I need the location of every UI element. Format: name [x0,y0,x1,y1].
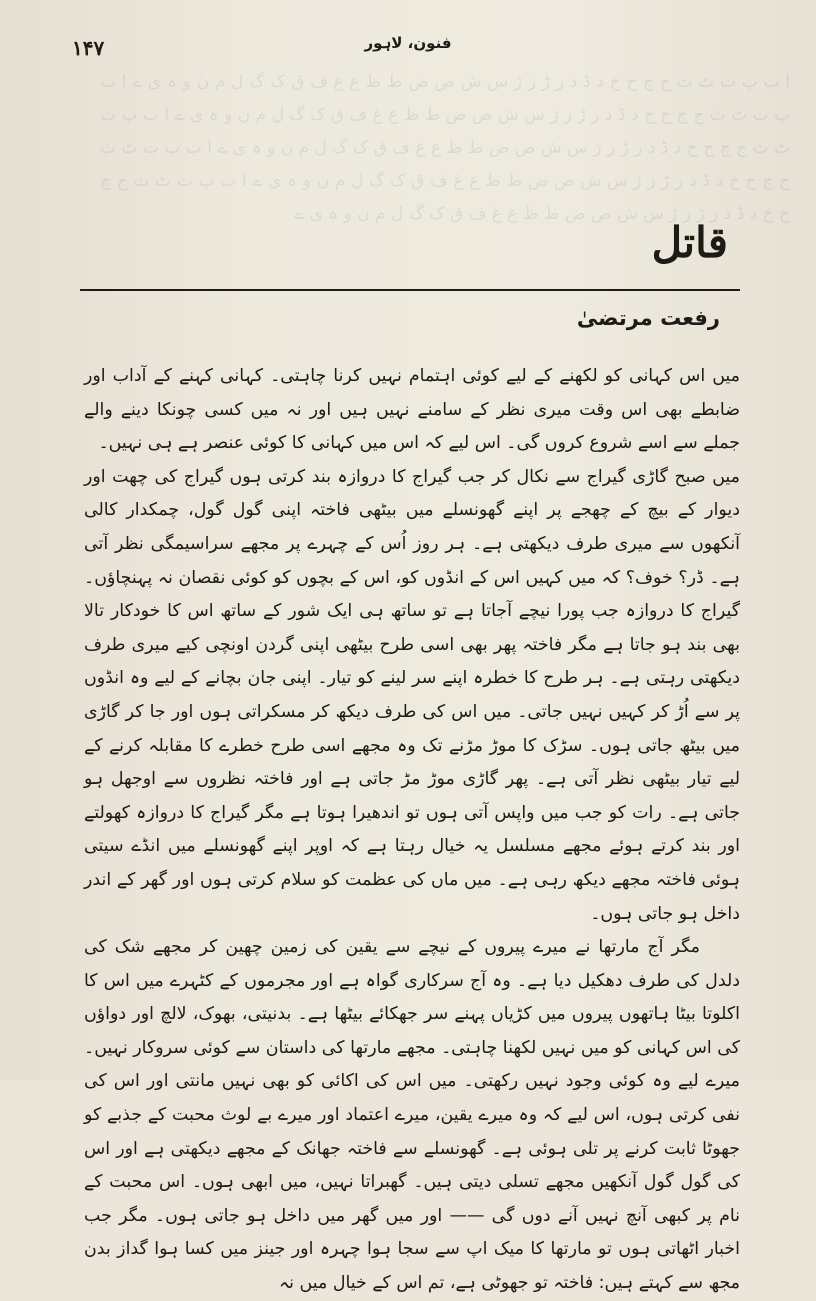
article-body [84,360,740,1301]
page-number: ۱۴۷ [72,36,105,60]
title-rule [80,289,740,291]
author-name: رفعت مرتضیٰ [576,306,720,330]
paragraph: مگر آج مارتھا نے میرے پیروں کے نیچے سے یقین کی زمین چھین کر مجھے شک کی دلدل کی طرف دھکیل دیا ہے۔ وہ آج سرکاری گواہ ہے اور مجرموں کے کٹہرے میں اس کا اکلوتا بیٹا ہاتھوں پیروں میں کڑیاں پہنے سر جھکائے بیٹھا ہے۔ بدنیتی، بھوک، لالچ اور دواؤں کی اس کہانی کو میں نہیں لکھنا چاہتی۔ مجھے مارتھا کی داستان سے کوئی سروکار نہیں۔ میرے لیے وہ کوئی وجود نہیں رکھتی۔ میں اس کی اکائی کو بھی نہیں مانتی اور اس کی نفی کرتی ہوں، اس لیے کہ وہ میرے یقین، میرے اعتماد اور میرے بے لوث محبت کے جذبے کو جھوٹا ثابت کرنے پر تلی ہوئی ہے۔ گھونسلے سے فاختہ جھانک کے مجھے دیکھتی ہے اور اس کی گول گول آنکھیں مجھے تسلی دیتی ہیں۔ گھبراتا نہیں، میں ابھی ہوں۔ اس محبت کے نام پر کبھی آنچ نہیں آنے دوں گی —— اور میں گھر میں داخل ہو جاتی ہوں۔ مگر جب اخبار اٹھاتی ہوں تو مارتھا کا میک اپ سے سجا ہوا چہرہ اور جینز میں کسا ہوا گداز بدن مجھ سے کہتے ہیں: فاختہ تو جھوٹی ہے، تم اس کے خیال میں نہ [84,937,740,1294]
show-through-text: ا ب پ ت ٹ ث ج چ ح خ د ڈ ذ ر ڑ ز ژ س ش ص ض ط ظ ع غ ف ق ک گ ل م ن و ہ ی ے ا ب پ ت ٹ ث ج چ ح خ د ڈ ذ ر ڑ ز ژ س ش ص ض ط ظ ع غ ف ق ک گ ل م ن و ہ ی ے ا ب پ ت ٹ ث ج چ ح خ د ڈ ذ ر ڑ ز ژ س ش ص ض ط ظ ع غ ف ق ک گ ل م ن و ہ ی ے ا ب پ ت ٹ ث ج چ ح خ د ڈ ذ ر ڑ ز ژ س ش ص ض ط ظ ع غ ف ق ک گ ل م ن و ہ ی ے ا ب پ ت ٹ ث ج چ ح خ د ڈ ذ ر ڑ ز ژ س ش ص ض ط ظ ع غ ف ق ک گ ل م ن و ہ ی ے [100,72,790,224]
paragraph: میں اس کہانی کو لکھنے کے لیے کوئی اہتمام نہیں کرنا چاہتی۔ کہانی کہنے کے آداب اور ضابطے بھی اس وقت میری نظر کے سامنے نہیں ہیں اور نہ میں کسی چونکا دینے والے جملے سے اسے شروع کروں گی۔ اس لیے کہ اس میں کہانی کا کوئی عنصر ہے ہی نہیں۔ [84,366,740,454]
paragraph: میں صبح گاڑی گیراج سے نکال کر جب گیراج کا دروازہ بند کرتی ہوں گیراج کی چھت اور دیوار کے بیچ کے چھجے پر اپنے گھونسلے میں بیٹھی فاختہ اپنی گول گول، چمکدار کالی آنکھوں سے میری طرف دیکھتی ہے۔ ہر روز اُس کے چہرے پر مجھے سراسیمگی نظر آتی ہے۔ ڈر؟ خوف؟ کہ میں کہیں اس کے انڈوں کو، اس کے بچوں کو کوئی نقصان نہ پہنچاؤں۔ گیراج کا دروازہ جب پورا نیچے آجاتا ہے تو ساتھ ہی ایک شور کے ساتھ اس کا خودکار تالا بھی بند ہو جاتا ہے مگر فاختہ پھر بھی اسی طرح بیٹھی اپنی گردن اونچی کیے میری طرف دیکھتی رہتی ہے۔ ہر طرح کا خطرہ اپنے سر لینے کو تیار۔ اپنی جان بچانے کے لیے وہ انڈوں پر سے اُڑ کر کہیں نہیں جاتی۔ میں اس کی طرف دیکھ کر مسکراتی ہوں اور جا کر گاڑی میں بیٹھ جاتی ہوں۔ سڑک کا موڑ مڑنے تک وہ مجھے اسی طرح خطرے کا مقابلہ کرنے کے لیے تیار بیٹھی نظر آتی ہے۔ پھر گاڑی موڑ مڑ جاتی ہے اور فاختہ نظروں سے اوجھل ہو جاتی ہے۔ رات کو جب میں واپس آتی ہوں تو اندھیرا ہوتا ہے مگر گیراج کا دروازہ کھولتے اور بند کرتے ہوئے مجھے مسلسل یہ خیال رہتا ہے کہ اوپر اپنے گھونسلے میں انڈے سیتی ہوئی فاختہ مجھے دیکھ رہی ہے۔ میں ماں کی عظمت کو سلام کرتی ہوں اور گھر کے اندر داخل ہو جاتی ہوں۔ [84,466,740,924]
article-title: قاتل [651,218,728,267]
running-head: فنون، لاہور [364,34,452,52]
